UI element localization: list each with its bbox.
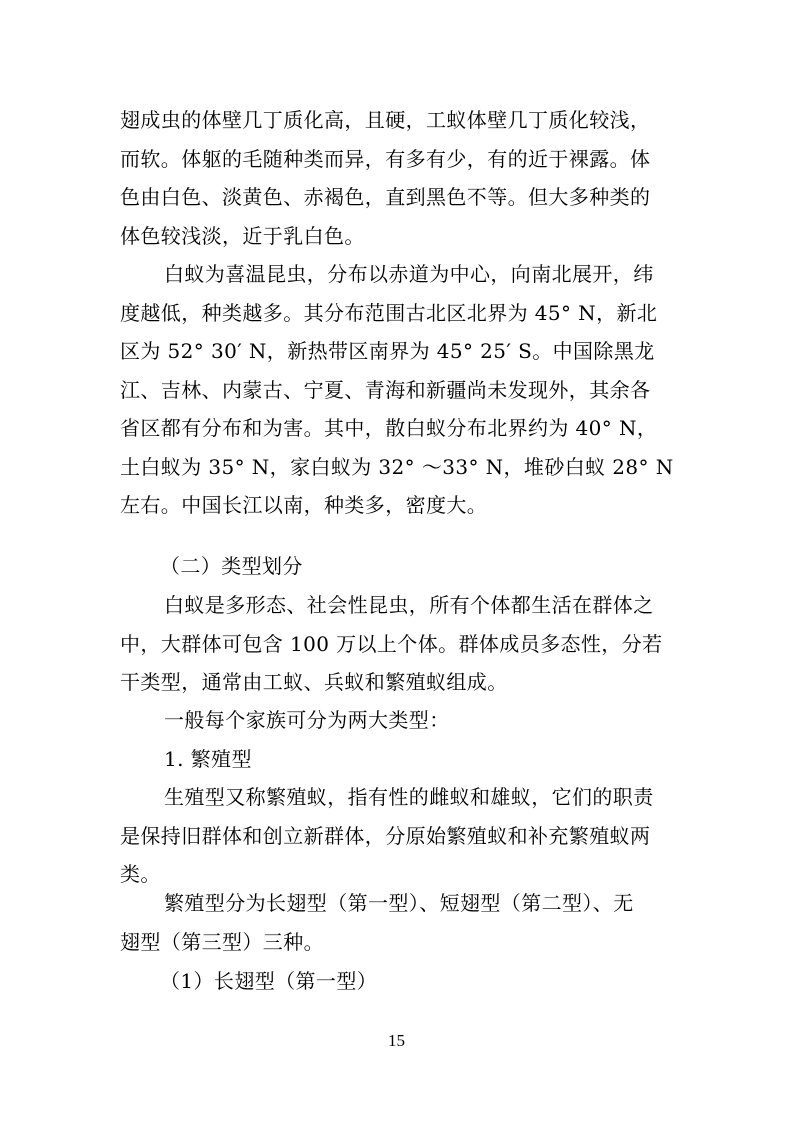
text-line: 土白蚁为 35° N，家白蚁为 32° ～33° N，堆砂白蚁 28° N — [120, 454, 674, 479]
text-line: 色由白色、淡黄色、赤褐色，直到黑色不等。但大多种类的 — [120, 185, 651, 209]
text-line: 省区都有分布和为害。其中，散白蚁分布北界约为 40° N， — [120, 416, 658, 440]
text-line: 一般每个家族可分为两大类型： — [164, 708, 450, 732]
subheading-long-winged — [120, 962, 680, 1001]
text-line: 翅型（第三型）三种。 — [120, 929, 324, 954]
text-line: 度越低，种类越多。其分布范围古北区北界为 45° N，新北 — [120, 300, 658, 325]
text-line: 类。 — [120, 862, 161, 886]
subheading-reproductive-type — [120, 740, 680, 779]
text-line: 白蚁是多形态、社会性昆虫，所有个体都生活在群体之 — [164, 593, 654, 617]
section-heading-text: （二）类型划分 — [160, 554, 303, 578]
text-line: 而软。体躯的毛随种类而异，有多有少，有的近于裸露。体 — [120, 146, 651, 171]
text-line: 江、吉林、内蒙古、宁夏、青海和新疆尚未发现外，其余各 — [120, 377, 651, 402]
paragraph-social-insects — [120, 586, 680, 702]
text-line: 中，大群体可包含 100 万以上个体。群体成员多态性，分若 — [120, 631, 663, 656]
paragraph-two-types — [120, 701, 680, 740]
text-line: 区为 52° 30′ N，新热带区南界为 45° 25′ S。中国除黑龙 — [120, 339, 655, 363]
text-line: 白蚁为喜温昆虫，分布以赤道为中心，向南北展开，纬 — [164, 262, 654, 286]
subheading-text: （1）长翅型（第一型） — [160, 969, 378, 993]
text-line: 体色较浅淡，近于乳白色。 — [120, 223, 365, 248]
text-line: 繁殖型分为长翅型（第一型）、短翅型（第二型）、无 — [164, 891, 634, 915]
page-number: 15 — [388, 1031, 405, 1050]
paragraph-body-characteristics — [120, 101, 680, 255]
paragraph-reproductive-caste — [120, 778, 680, 894]
text-line: 干类型，通常由工蚁、兵蚁和繁殖蚁组成。 — [120, 670, 508, 694]
text-line: 翅成虫的体壁几丁质化高，且硬，工蚁体壁几丁质化较浅， — [120, 108, 651, 132]
text-line: 左右。中国长江以南，种类多，密度大。 — [120, 493, 488, 517]
paragraph-distribution — [120, 255, 680, 525]
text-line: 是保持旧群体和创立新群体，分原始繁殖蚁和补充繁殖蚁两 — [120, 823, 651, 848]
section-heading — [120, 547, 680, 586]
text-line: 生殖型又称繁殖蚁，指有性的雌蚁和雄蚁，它们的职责 — [164, 785, 654, 809]
paragraph-wing-types — [120, 884, 680, 961]
subheading-text: 1. 繁殖型 — [164, 747, 252, 771]
